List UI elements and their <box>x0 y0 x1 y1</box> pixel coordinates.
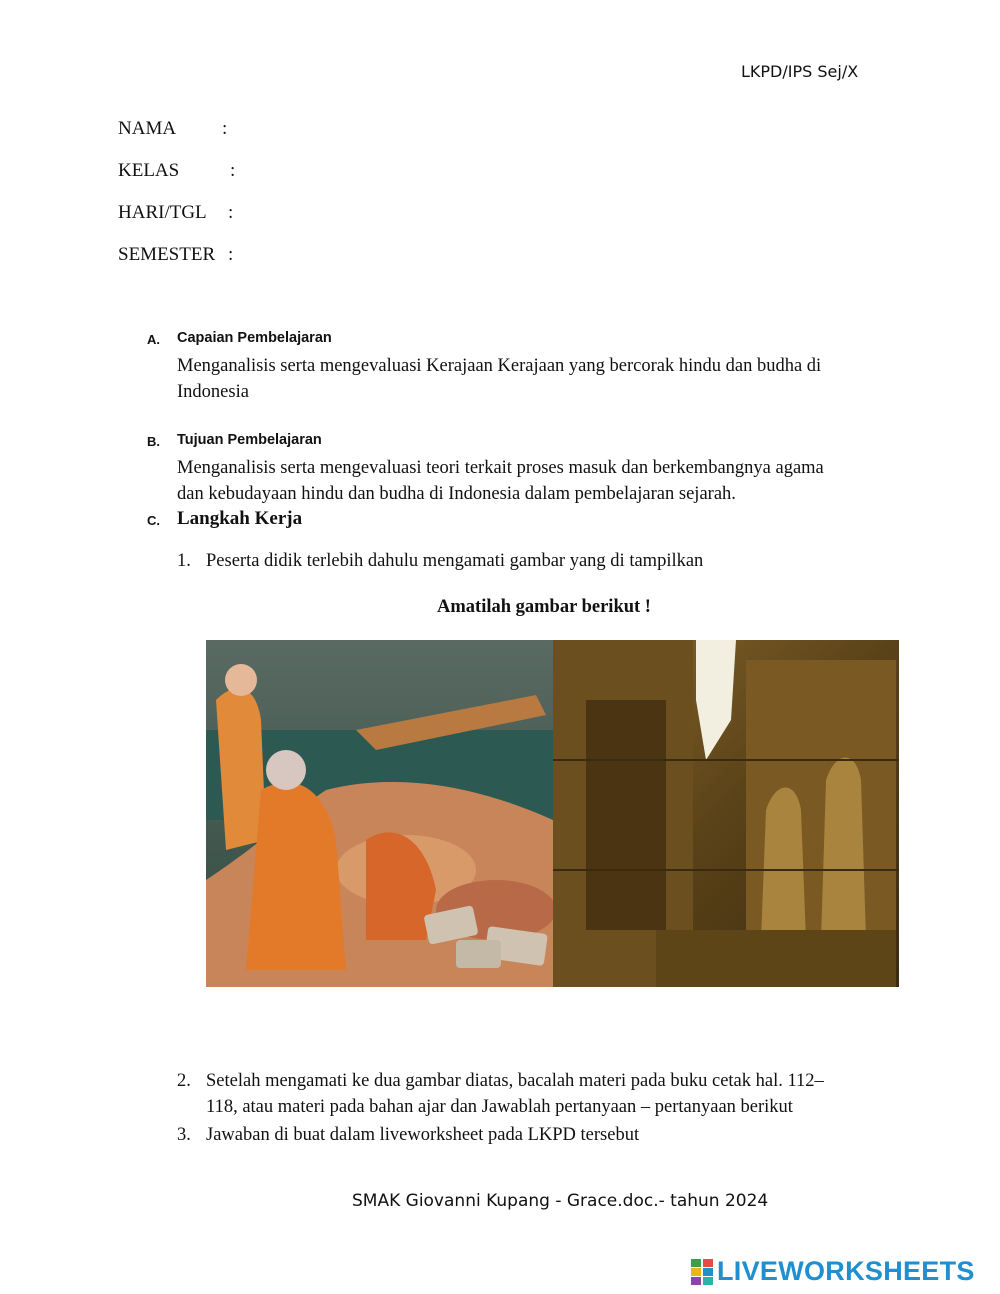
section-b-letter: B. <box>147 434 160 449</box>
text-line: 118, atau materi pada bahan ajar dan Jawablah pertanyaan – pertanyaan berikut <box>206 1097 793 1117</box>
field-hari-tgl <box>118 202 234 224</box>
field-colon: : <box>222 118 228 139</box>
text-line: Indonesia <box>177 382 249 402</box>
photo-temple-relief <box>553 640 899 987</box>
section-b-title: Tujuan Pembelajaran <box>177 432 322 448</box>
section-c-title: Langkah Kerja <box>177 508 303 529</box>
text-line: Menganalisis serta mengevaluasi teori terkait proses masuk dan berkembangnya agama <box>177 458 824 478</box>
document-code: LKPD/IPS Sej/X <box>741 62 859 81</box>
section-a-letter: A. <box>147 332 160 347</box>
section-b-text <box>177 455 824 507</box>
painting-rama-bridge <box>206 640 556 987</box>
text-line: Setelah mengamati ke dua gambar diatas, bacalah materi pada buku cetak hal. 112– <box>206 1071 824 1091</box>
field-label: HARI/TGL <box>118 202 207 223</box>
step-2-text <box>206 1068 824 1120</box>
field-colon: : <box>228 244 234 265</box>
image-heading: Amatilah gambar berikut ! <box>437 597 651 617</box>
step-3-number: 3. <box>177 1125 191 1145</box>
field-colon: : <box>230 160 236 181</box>
field-nama <box>118 118 228 140</box>
logo-text: LIVEWORKSHEETS <box>717 1256 975 1286</box>
field-semester <box>118 244 234 266</box>
step-2-number: 2. <box>177 1071 191 1091</box>
step-1-text: Peserta didik terlebih dahulu mengamati gambar yang di tampilkan <box>206 551 704 571</box>
step-1-number: 1. <box>177 551 191 571</box>
step-3-text: Jawaban di buat dalam liveworksheet pada LKPD tersebut <box>206 1125 640 1145</box>
field-colon: : <box>228 202 234 223</box>
liveworksheets-logo <box>691 1256 975 1287</box>
section-a-text <box>177 353 821 405</box>
field-kelas <box>118 160 236 182</box>
liveworksheets-cube-icon <box>691 1259 713 1285</box>
illustration <box>206 640 899 987</box>
text-line: Menganalisis serta mengevaluasi Kerajaan Kerajaan yang bercorak hindu dan budha di <box>177 356 822 376</box>
section-a-title: Capaian Pembelajaran <box>177 330 332 346</box>
field-label: NAMA <box>118 118 177 139</box>
section-c-letter: C. <box>147 513 160 528</box>
text-line: dan kebudayaan hindu dan budha di Indonesia dalam pembelajaran sejarah. <box>177 484 736 504</box>
field-label: KELAS <box>118 160 180 181</box>
footer: SMAK Giovanni Kupang - Grace.doc.- tahun 2024 <box>352 1191 769 1211</box>
field-label: SEMESTER <box>118 244 216 265</box>
